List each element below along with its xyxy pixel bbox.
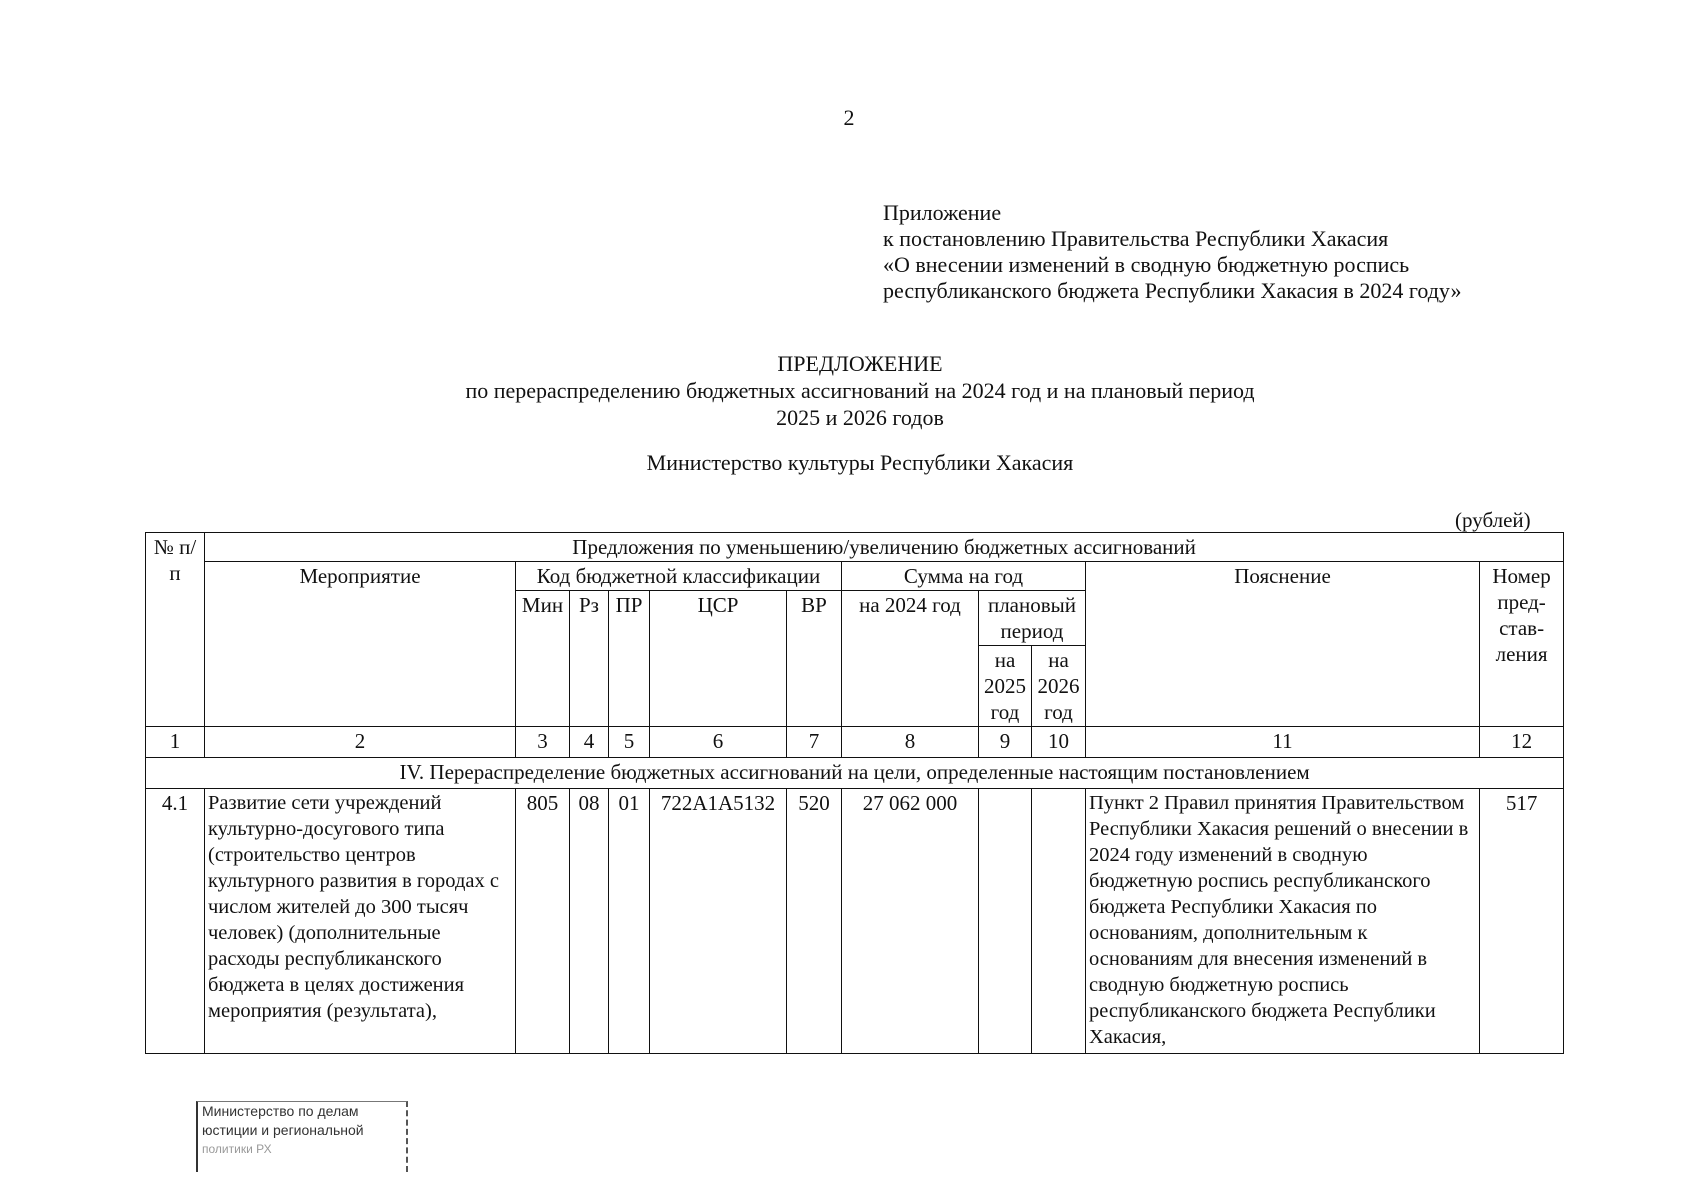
column-number: 2	[205, 727, 516, 758]
row-pr: 01	[609, 789, 650, 1054]
column-number: 11	[1086, 727, 1480, 758]
header-2024: на 2024 год	[842, 591, 979, 727]
header-2026: на 2026 год	[1032, 646, 1086, 727]
header-note: Пояснение	[1086, 562, 1480, 727]
stamp-line-1: Министерство по делам	[202, 1103, 359, 1119]
row-2024: 27 062 000	[842, 789, 979, 1054]
header-sum: Сумма на год	[842, 562, 1086, 591]
annex-line-1: Приложение	[883, 200, 1002, 225]
stamp-line-2: юстиции и региональной	[202, 1122, 364, 1138]
annex-line-2: к постановлению Правительства Республики Хакасия	[883, 226, 1389, 251]
header-planned: плановый период	[979, 591, 1086, 646]
header-vr: ВР	[787, 591, 842, 727]
header-code: Код бюджетной классификации	[516, 562, 842, 591]
annex-block	[883, 200, 1461, 304]
page-number: 2	[843, 105, 855, 130]
header-rz: Рз	[570, 591, 609, 727]
row-vr: 520	[787, 789, 842, 1054]
document-title	[360, 350, 1360, 431]
column-number: 9	[979, 727, 1032, 758]
header-event: Мероприятие	[205, 562, 516, 727]
title-heading: ПРЕДЛОЖЕНИЕ	[777, 351, 943, 376]
table-row	[146, 789, 1564, 1054]
column-number: 3	[516, 727, 570, 758]
row-2026	[1032, 789, 1086, 1054]
row-event: Развитие сети учреждений культурно-досугового типа (строительство центров культурного развития в городах с числом жителей до 300 тысяч человек) (дополнительные расходы республиканского бюджета в целях достижения мероприятия (результата),	[205, 789, 516, 1054]
column-number: 8	[842, 727, 979, 758]
header-proposal-no: Номер пред-став-ления	[1480, 562, 1564, 727]
row-csr: 722A1A5132	[650, 789, 787, 1054]
column-number: 5	[609, 727, 650, 758]
annex-line-3: «О внесении изменений в сводную бюджетную роспись	[883, 252, 1410, 277]
header-min: Мин	[516, 591, 570, 727]
row-rz: 08	[570, 789, 609, 1054]
title-line-3: 2025 и 2026 годов	[776, 405, 944, 430]
column-number: 7	[787, 727, 842, 758]
column-number: 6	[650, 727, 787, 758]
registration-stamp	[196, 1101, 408, 1172]
stamp-line-3: политики РХ	[202, 1142, 272, 1156]
column-number: 12	[1480, 727, 1564, 758]
section-title: IV. Перераспределение бюджетных ассигнований на цели, определенные настоящим постановлением	[146, 758, 1564, 789]
row-note: Пункт 2 Правил принятия Правительством Республики Хакасия решений о внесении в 2024 году изменений в сводную бюджетную роспись республиканского бюджета Республики Хакасия по основаниям, дополнительным к основаниям для внесения изменений в сводную бюджетную роспись республиканского бюджета Республики Хакасия,	[1086, 789, 1480, 1054]
annex-line-4: республиканского бюджета Республики Хакасия в 2024 году»	[883, 278, 1462, 303]
header-2025: на 2025 год	[979, 646, 1032, 727]
column-number: 1	[146, 727, 205, 758]
row-proposal-no: 517	[1480, 789, 1564, 1054]
row-min: 805	[516, 789, 570, 1054]
ministry-name: Министерство культуры Республики Хакасия	[646, 450, 1074, 475]
budget-table	[145, 532, 1564, 1054]
header-pr: ПР	[609, 591, 650, 727]
column-number-row	[146, 727, 1564, 758]
title-line-2: по перераспределению бюджетных ассигнований на 2024 год и на плановый период	[465, 378, 1255, 403]
column-number: 4	[570, 727, 609, 758]
column-number: 10	[1032, 727, 1086, 758]
header-proposals: Предложения по уменьшению/увеличению бюджетных ассигнований	[205, 533, 1564, 562]
units-label: (рублей)	[1455, 508, 1531, 532]
header-num: № п/п	[146, 533, 205, 727]
row-2025	[979, 789, 1032, 1054]
header-csr: ЦСР	[650, 591, 787, 727]
row-num: 4.1	[146, 789, 205, 1054]
